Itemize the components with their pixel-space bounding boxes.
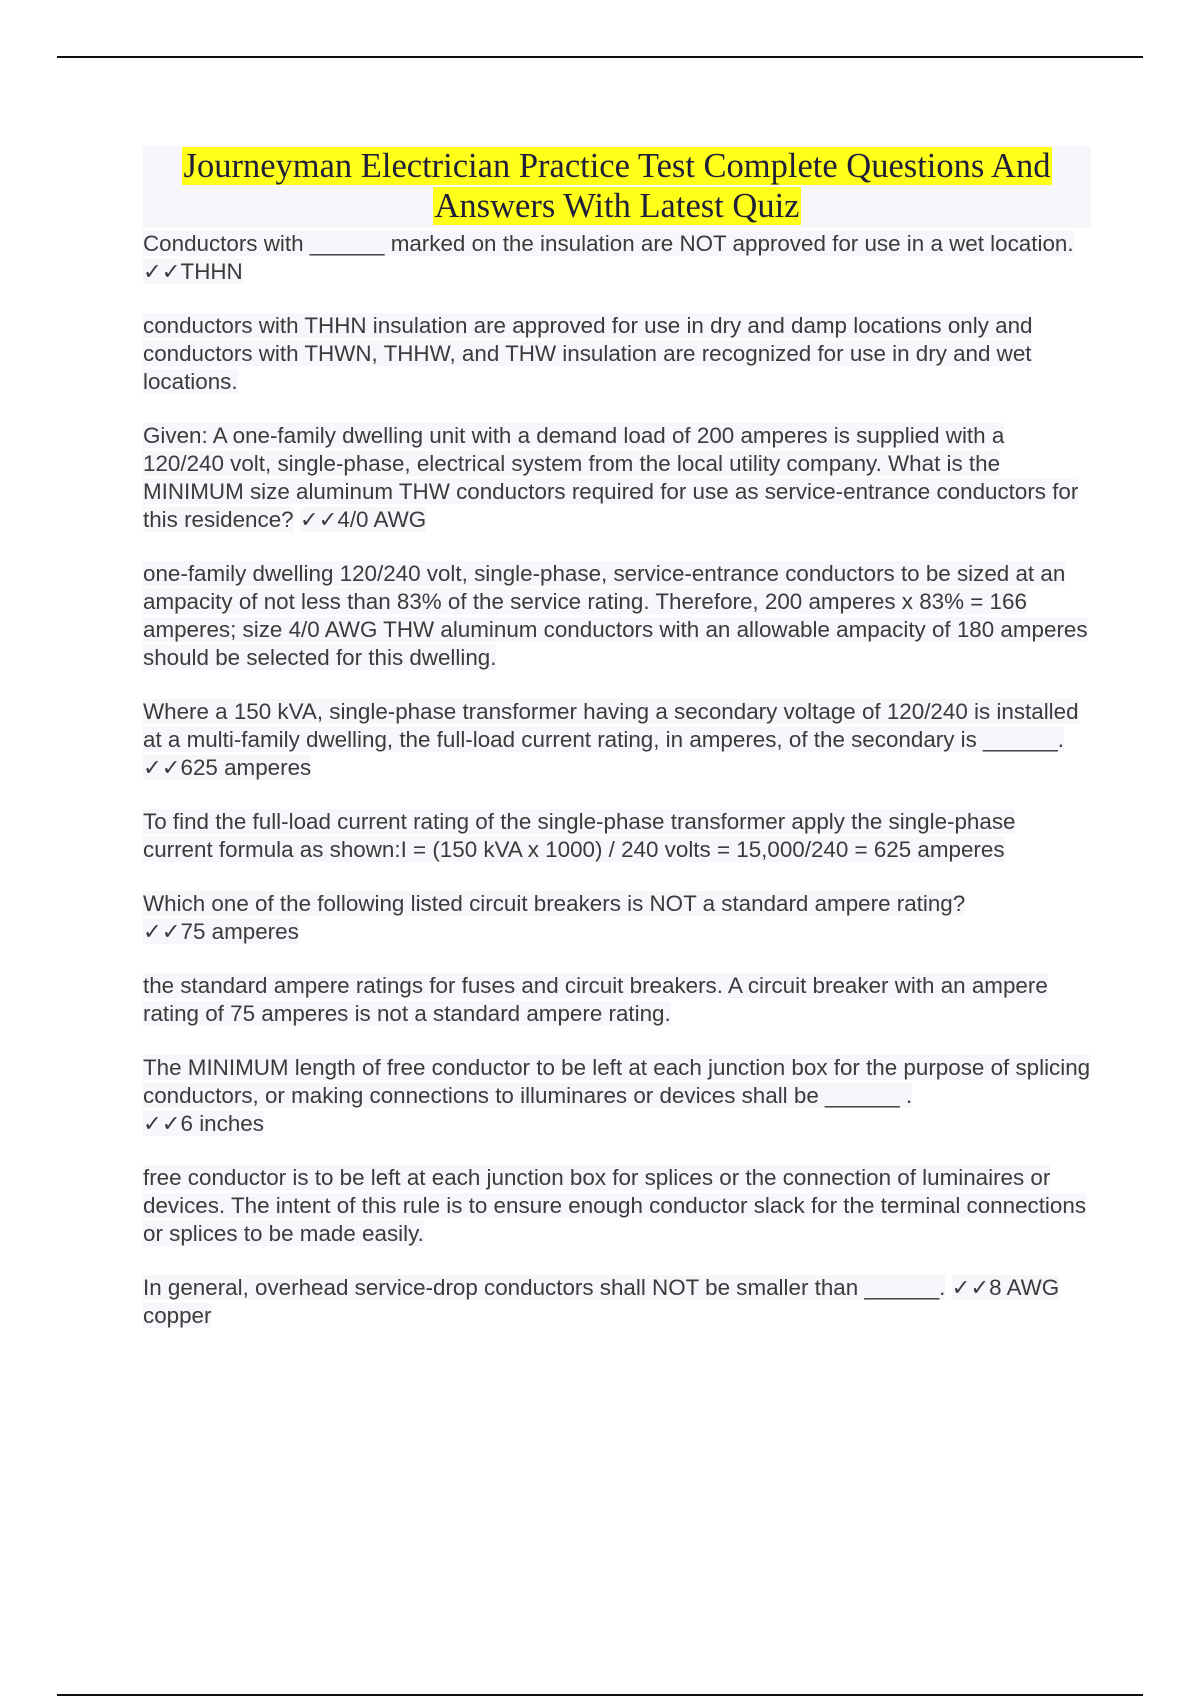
explanation-2: [143, 560, 1091, 672]
question-4: [143, 890, 1091, 946]
question-text: The MINIMUM length of free conductor to be left at each junction box for the purpose of splicing conductors, or making connections to illuminares or devices shall be ______ .: [143, 1055, 1091, 1108]
bottom-rule: [57, 1694, 1143, 1696]
explanation-3: [143, 808, 1091, 864]
explanation-text: To find the full-load current rating of the single-phase transformer apply the single-phase current formula as shown:I = (150 kVA x 1000) / 240 volts = 15,000/240 = 625 amperes: [143, 809, 1016, 862]
explanation-5: [143, 1164, 1091, 1248]
explanation-text: one-family dwelling 120/240 volt, single-phase, service-entrance conductors to be sized at an ampacity of not less than 83% of the service rating. Therefore, 200 amperes x 83% = 166 amperes; size 4/0 AWG THW aluminum conductors with an allowable ampacity of 180 amperes should be selected for this dwelling.: [143, 561, 1088, 670]
question-3: [143, 698, 1091, 782]
question-text: Which one of the following listed circuit breakers is NOT a standard ampere rating?: [143, 891, 966, 916]
explanation-text: free conductor is to be left at each junction box for splices or the connection of luminaires or devices. The intent of this rule is to ensure enough conductor slack for the terminal connections or splices to be made easily.: [143, 1165, 1087, 1246]
explanation-4: [143, 972, 1091, 1028]
question-text: Conductors with ______ marked on the insulation are NOT approved for use in a wet location.: [143, 231, 1074, 256]
question-text: Where a 150 kVA, single-phase transformer having a secondary voltage of 120/240 is installed at a multi-family dwelling, the full-load current rating, in amperes, of the secondary is ______.: [143, 699, 1079, 752]
explanation-1: [143, 312, 1091, 396]
document-title: Journeyman Electrician Practice Test Complete Questions And Answers With Latest Quiz: [183, 147, 1051, 225]
question-2: [143, 422, 1091, 534]
explanation-text: the standard ampere ratings for fuses and circuit breakers. A circuit breaker with an ampere rating of 75 amperes is not a standard ampere rating.: [143, 973, 1048, 1026]
question-text: Given: A one-family dwelling unit with a demand load of 200 amperes is supplied with a 120/240 volt, single-phase, electrical system from the local utility company. What is the MINIMUM size aluminum THW conductors required for use as service-entrance conductors for this residence?: [143, 423, 1079, 532]
document-body: [143, 146, 1091, 1356]
question-text: In general, overhead service-drop conductors shall NOT be smaller than ______.: [143, 1275, 946, 1300]
answer-text: ✓✓THHN: [143, 259, 243, 284]
answer-text: ✓✓8 AWG copper: [143, 1275, 1060, 1328]
explanation-text: conductors with THHN insulation are approved for use in dry and damp locations only and conductors with THWN, THHW, and THW insulation are recognized for use in dry and wet locations.: [143, 313, 1033, 394]
title-block: [143, 146, 1091, 228]
answer-text: ✓✓625 amperes: [143, 755, 312, 780]
question-6: [143, 1274, 1091, 1330]
answer-text: ✓✓4/0 AWG: [299, 507, 427, 532]
answer-text: ✓✓75 amperes: [143, 919, 299, 944]
question-1: [143, 230, 1091, 286]
answer-text: ✓✓6 inches: [143, 1111, 264, 1136]
question-5: [143, 1054, 1091, 1138]
top-rule: [57, 56, 1143, 58]
